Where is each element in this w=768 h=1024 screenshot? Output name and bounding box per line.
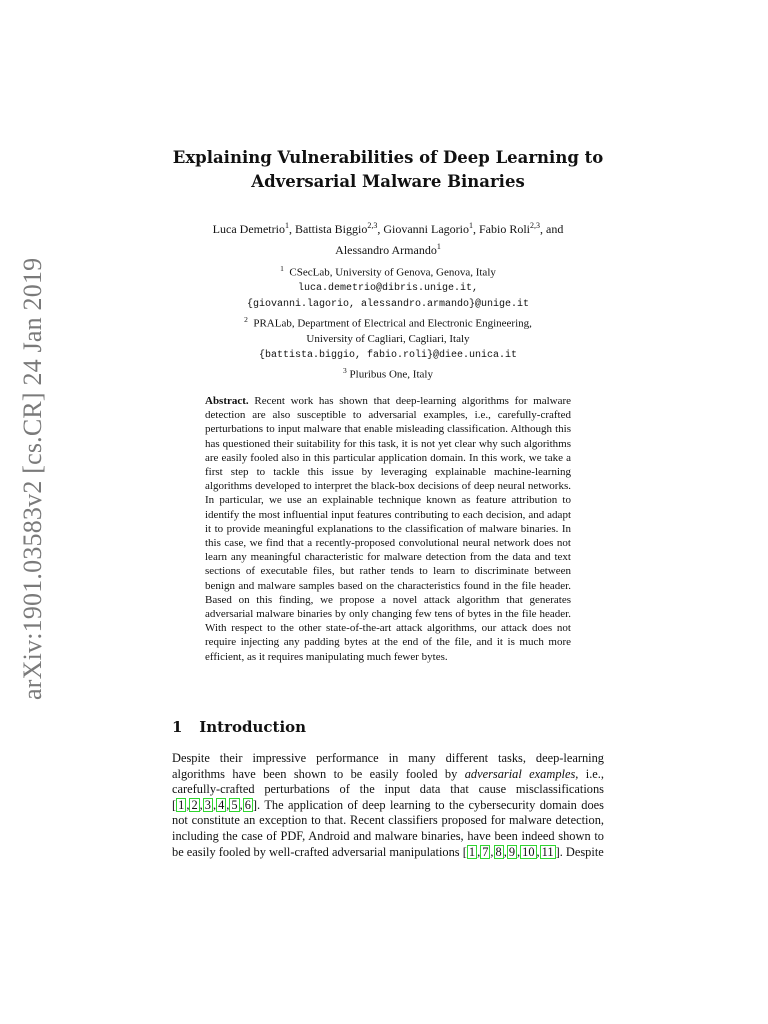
- intro-text: , i.e., carefully-crafted perturbations of the input data that cause misclassifications: [172, 766, 604, 797]
- citation-link[interactable]: 11: [541, 844, 554, 859]
- intro-text: . The application of deep learning to the cybersecurity domain does not constitute an exception to that. Recent classifiers proposed for malware detection, including the case of PDF, Android and malware binaries, have been indeed shown to be easily fooled by well-crafted adversarial manipulations: [172, 797, 604, 859]
- affiliation-text: Pluribus One, Italy: [349, 368, 433, 381]
- citation-link[interactable]: 10: [522, 844, 535, 859]
- title-line-2: Adversarial Malware Binaries: [251, 172, 525, 191]
- author-name: Battista Biggio: [294, 222, 368, 236]
- author-sup: 2,3: [530, 221, 540, 230]
- affiliation-text: University of Cagliari, Cagliari, Italy: [306, 333, 470, 346]
- citation-link[interactable]: 9: [508, 844, 516, 859]
- paper-title: [172, 146, 604, 194]
- affiliations: [172, 261, 604, 383]
- author-sup: 1: [436, 242, 441, 251]
- citation-link[interactable]: 1: [468, 844, 476, 859]
- intro-emphasis: adversarial examples: [464, 766, 576, 781]
- citation-group: [ 1 , 2 , 3 , 4 , 5 , 6 ]: [172, 797, 258, 812]
- intro-text: . Despite: [559, 844, 604, 859]
- title-line-1: Explaining Vulnerabilities of Deep Learning to: [172, 148, 604, 167]
- affiliation-sup: 2: [244, 315, 248, 325]
- author-sup: 1: [284, 221, 289, 230]
- citation-group: [ 1 , 7 , 8 , 9 , 10 , 11 ]: [462, 844, 560, 859]
- citation-link[interactable]: 1: [178, 797, 185, 812]
- affiliation-email: {giovanni.lagorio, alessandro.armando}@unige.it: [246, 298, 530, 310]
- citation-link[interactable]: 3: [204, 797, 211, 812]
- arxiv-identifier-stamp: arXiv:1901.03583v2 [cs.CR] 24 Jan 2019: [18, 257, 47, 700]
- section-title: Introduction: [199, 718, 307, 736]
- author-sup: 2,3: [367, 221, 378, 230]
- affiliation-text: CSecLab, University of Genova, Genova, Italy: [289, 266, 496, 279]
- intro-text: Despite their impressive performance in many different tasks, deep-learning algorithms have been shown to be easily fooled by: [172, 751, 604, 781]
- citation-link[interactable]: 8: [495, 844, 502, 859]
- citation-link[interactable]: 7: [482, 844, 489, 859]
- affiliation-sup: 3: [343, 366, 347, 376]
- author-and: and: [546, 222, 564, 236]
- abstract-label: Abstract.: [205, 395, 249, 407]
- author-name: Giovanni Lagorio: [383, 222, 469, 236]
- citation-link[interactable]: 2: [191, 797, 198, 812]
- affiliation-email: {battista.biggio, fabio.roli}@diee.unica.it: [258, 349, 518, 361]
- author-list: Luca Demetrio$^1$, Battista Biggio$^{2,3}$, Giovanni Lagorio$^1$, Fabio Roli$^{2,3}$, and Alessandro Armando$^1$: [212, 221, 564, 257]
- affiliation-text: PRALab, Department of Electrical and Electronic Engineering,: [253, 317, 532, 330]
- citation-link[interactable]: 5: [231, 797, 238, 812]
- section-number: 1: [172, 718, 183, 736]
- introduction-paragraph: [172, 751, 604, 860]
- section-heading: [172, 718, 604, 736]
- citation-link[interactable]: 6: [244, 797, 251, 812]
- affiliation-email: luca.demetrio@dibris.unige.it,: [297, 283, 479, 295]
- author-name: Alessandro Armando: [335, 243, 437, 257]
- citation-link[interactable]: 4: [218, 797, 225, 812]
- author-sup: 1: [468, 221, 473, 230]
- author-name: Fabio Roli: [478, 222, 530, 236]
- abstract: [205, 394, 571, 664]
- author-name: Luca Demetrio: [212, 222, 285, 236]
- affiliation-sup: 1: [280, 264, 284, 273]
- abstract-text: Recent work has shown that deep-learning algorithms for malware detection are also susceptible to adversarial examples, i.e., carefully-crafted perturbations to input malware that enable misleading classification. Although this has questioned their suitability for this task, it is not yet clear why such algorithms are easily fooled also in this particular application domain. In this work, we take a first step to tackle this issue by leveraging explainable machine-learning algorithms developed to interpret the black-box decisions of deep neural networks. In particular, we use an explainable technique known as feature attribution to identify the most influential input features contributing to each decision, and adapt it to provide meaningful explanations to the classification of malware binaries. In this case, we find that a recently-proposed convolutional neural network does not learn any meaningful characteristic for malware detection from the data and text sections of executable files, but rather tends to learn to discriminate between benign and malware samples based on the characteristics found in the file header. Based on this finding, we propose a novel attack algorithm that generates adversarial malware binaries by only changing few tens of bytes in the file header. With respect to the other state-of-the-art attack algorithms, our attack does not require injecting any padding bytes at the end of the file, and it is much more efficient, as it requires manipulating much fewer bytes.: [205, 395, 572, 663]
